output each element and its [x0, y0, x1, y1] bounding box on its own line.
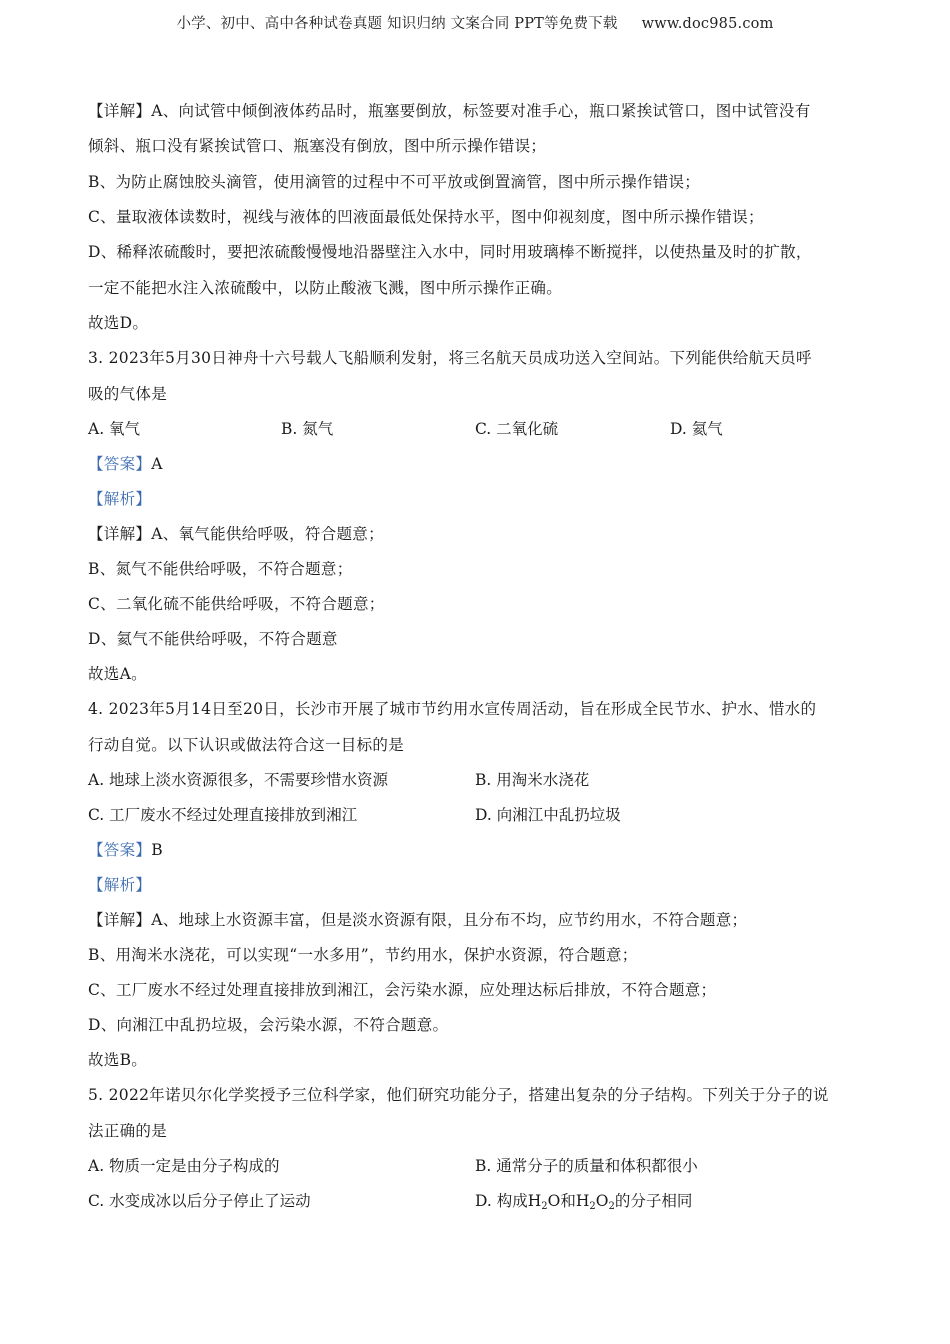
q4-detail-line: B、用淘米水浇花，可以实现“一水多用”，节约用水，保护水资源，符合题意； [88, 946, 638, 964]
q4-answer: 【答案】B [88, 841, 163, 859]
q5-stem: 5. 2022年诺贝尔化学奖授予三位科学家，他们研究功能分子，搭建出复杂的分子结构。下列关于分子的说 [88, 1086, 829, 1104]
q2-detail-line: 【详解】A、向试管中倾倒液体药品时，瓶塞要倒放，标签要对准手心，瓶口紧挨试管口，图中试管没有 [88, 102, 811, 120]
q4-detail-line: C、工厂废水不经过处理直接排放到湘江，会污染水源，应处理达标后排放，不符合题意； [88, 981, 717, 999]
q2-detail-line: B、为防止腐蚀胶头滴管，使用滴管的过程中不可平放或倒置滴管，图中所示操作错误； [88, 173, 701, 191]
q4-options-row [88, 763, 868, 798]
q5-option-c: C. 水变成冰以后分子停止了运动 [88, 1192, 311, 1210]
q2-conclusion: 故选D。 [88, 314, 149, 332]
q3-option-a: A. 氧气 [88, 420, 141, 438]
q4-analysis-tag: 【解析】 [88, 876, 152, 894]
header-text: 小学、初中、高中各种试卷真题 知识归纳 文案合同 PPT等免费下载 [176, 16, 618, 32]
document-body [88, 94, 868, 1219]
q3-detail-line: 【详解】A、氧气能供给呼吸，符合题意； [88, 525, 384, 543]
q5-options-row [88, 1184, 868, 1219]
q3-conclusion: 故选A。 [88, 665, 147, 683]
q3-stem: 吸的气体是 [88, 385, 168, 403]
q5-option-b: B. 通常分子的质量和体积都很小 [475, 1157, 698, 1175]
q2-detail-line: 一定不能把水注入浓硫酸中，以防止酸液飞溅，图中所示操作正确。 [88, 279, 563, 297]
q4-conclusion: 故选B。 [88, 1051, 148, 1069]
q3-detail-line: C、二氧化硫不能供给呼吸，不符合题意； [88, 595, 385, 613]
q4-stem: 4. 2023年5月14日至20日，长沙市开展了城市节约用水宣传周活动，旨在形成全民节水、护水、惜水的 [88, 700, 817, 718]
q2-detail-line: 倾斜、瓶口没有紧挨试管口、瓶塞没有倒放，图中所示操作错误； [88, 137, 547, 155]
q3-detail-line: D、氦气不能供给呼吸，不符合题意 [88, 630, 338, 648]
q4-detail-line: 【详解】A、地球上水资源丰富，但是淡水资源有限，且分布不均，应节约用水，不符合题意； [88, 911, 748, 929]
q3-option-d: D. 氦气 [670, 420, 723, 438]
q4-stem: 行动自觉。以下认识或做法符合这一目标的是 [88, 736, 405, 754]
q2-detail-line: C、量取液体读数时，视线与液体的凹液面最低处保持水平，图中仰视刻度，图中所示操作错误； [88, 208, 764, 226]
q5-options-row [88, 1149, 868, 1184]
q3-options [88, 412, 868, 447]
q3-option-c: C. 二氧化硫 [475, 420, 559, 438]
q3-detail-line: B、氮气不能供给呼吸，不符合题意； [88, 560, 353, 578]
q4-detail-line: D、向湘江中乱扔垃圾，会污染水源，不符合题意。 [88, 1016, 449, 1034]
q4-option-a: A. 地球上淡水资源很多，不需要珍惜水资源 [88, 771, 389, 789]
q5-option-d: D. 构成$H_2O$和$H_2O_2$的分子相同 [475, 1192, 693, 1212]
q3-answer: 【答案】A [88, 455, 163, 473]
q4-option-b: B. 用淘米水浇花 [475, 771, 590, 789]
q4-option-c: C. 工厂废水不经过处理直接排放到湘江 [88, 806, 358, 824]
page-header [0, 12, 950, 33]
q3-analysis-tag: 【解析】 [88, 490, 152, 508]
q5-option-a: A. 物质一定是由分子构成的 [88, 1157, 280, 1175]
q3-option-b: B. 氮气 [281, 420, 334, 438]
q4-option-d: D. 向湘江中乱扔垃圾 [475, 806, 621, 824]
q4-options-row [88, 798, 868, 833]
q3-stem: 3. 2023年5月30日神舟十六号载人飞船顺利发射，将三名航天员成功送入空间站。下列能供给航天员呼 [88, 349, 812, 367]
header-url: www.doc985.com [641, 16, 774, 32]
q5-stem: 法正确的是 [88, 1122, 168, 1140]
q2-detail-line: D、稀释浓硫酸时，要把浓硫酸慢慢地沿器壁注入水中，同时用玻璃棒不断搅拌，以使热量及时的扩散， [88, 243, 812, 261]
